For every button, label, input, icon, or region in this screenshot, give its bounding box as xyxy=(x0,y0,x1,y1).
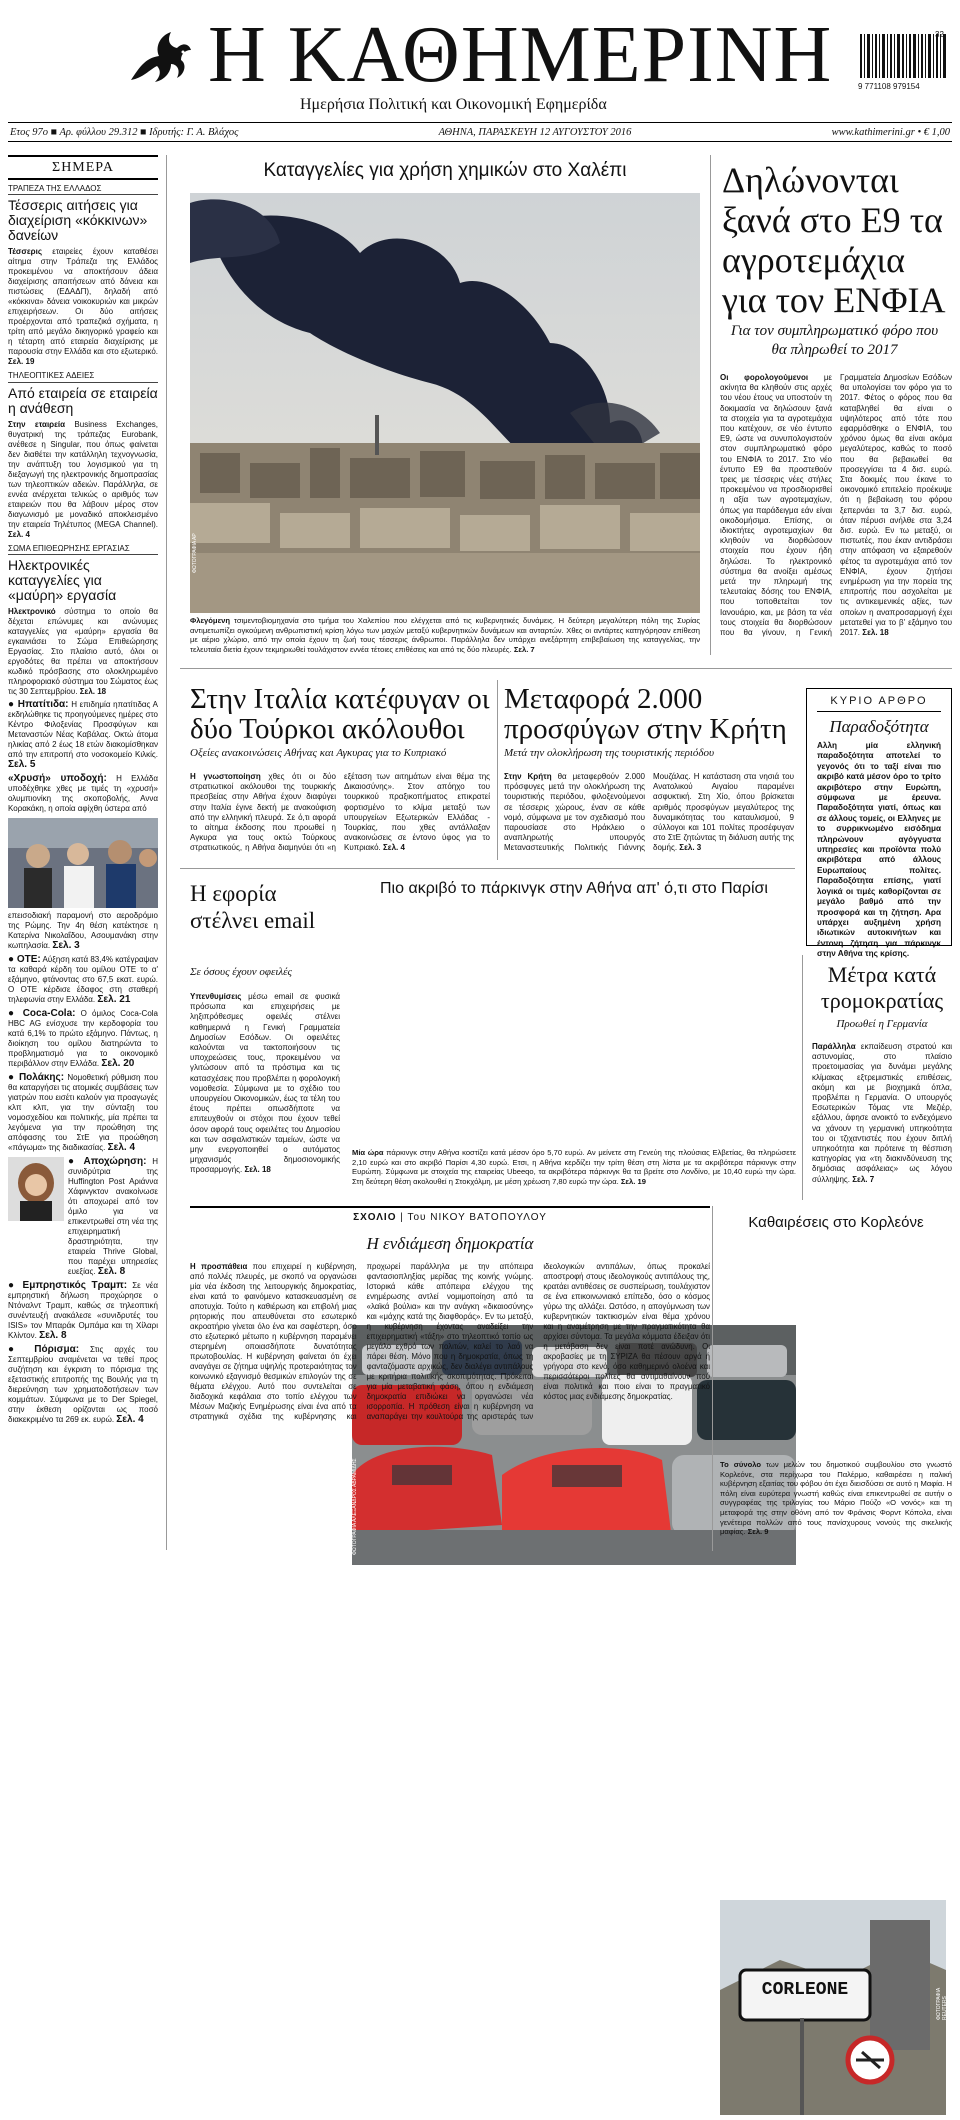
parking-caption: Μία ώρα πάρκινγκ στην Αθήνα κοστίζει κατά μέσον όρο 5,70 ευρώ. Αν μείνετε στη Γενεύη της πλούσιας Ελβετίας, θα πληρώσετε 2,10 ευρώ και στο ακριβό Παρίσι 4,30 ευρώ. Ετσι, η Αθήνα κερδίζει την τρίτη θέση στη λίστα με τα ακριβότερα πάρκινγκ στην Ευρώπη. Σύμφωνα με στοιχεία της εταιρείας Ubeeqo, τα ακριβότερα πάρκινγκ θα τα βρείτε στο Λονδίνο, με 10,40 ευρώ την ώρα. Στη δεύτερη θέση ακολουθεί η Στοκχόλμη, με μέση χρέωση 7,80 ευρώ την ώρα. Σελ. 19 xyxy=(352,1148,796,1186)
terror-deck: Προωθεί η Γερμανία xyxy=(836,1018,928,1030)
kathimerini-logo-icon xyxy=(125,28,195,92)
aleppo-caption: Φλεγόμενη τσιμεντοβιομηχανία στο τμήμα του Χαλεπίου που ελέγχεται από τις κυβερνητικές δυνάμεις. Η δεύτερη μεγαλύτερη πόλη της Συρίας αντιμετωπίζει ογκούμενη ανθρωπιστική κρίση λόγω των μαχών μεταξύ κυβερνητικών δυνάμεων και ανταρτών. Χθες οι αντάρτες κατηγόρησαν επίθεση με αέριο χλώριο, από την οποία έχουν τη ζωή τους τέσσερις άνθρωποι. Παράλληλα δεν υπάρχει ανεξάρτητη επιβεβαίωση της καταγγελίας, την τελευταία διετία έχουν τεκμηριωθεί τουλάχιστον εννέα τέτοιες επιθέσεις και από τις δύο πλευρές. Σελ. 7 xyxy=(190,616,700,654)
section-divider xyxy=(180,868,795,869)
brief-body: Στην εταιρεία Business Exchanges, θυγατρική της τράπεζας Eurobank, ανέθεσε η Singular, που όπως φαίνεται δεν διαθέτει την κατάλληλη τεχνογνωσία, την ανάπτυξη του λογισμικού για τη διεξαγωγή της ηλεκτρονικής δημοπρασίας των τηλεοπτικών αδειών. Παράλληλα, σε εννέα ανέρχεται τελικώς ο αριθμός των εταιρειών που θα λάβουν μέρος στον διαγωνισμό με μοναδικό αποκλεισμένο την εταιρεία Τηλέτυπος (MEGA Channel). Σελ. 4 xyxy=(8,419,158,539)
portrait-image-icon xyxy=(8,1157,64,1221)
editorial-title[interactable]: Παραδοξότητα xyxy=(829,717,929,736)
comment-body: Η προσπάθεια που επιχειρεί η κυβέρνηση, από πολλές πλευρές, με σκοπό να οργανώσει μία νέα έκδοση της λειτουργικής δημοκρατίας, είναι κατά το φαινόμενο κατασκευασμένη σε αποτυχία. Τούτο η καθιέρωση και επιβολή μιας ρητορικής που απευθύνεται στο εσωτερικό ακροατήριο γίνεται όλο ένα και σαφέστερη, όσο στο εξωτερικό μέτωπο η κυβέρνηση παραμένει στερημένη οποιασδήποτε δυνατότητας πρωτοβουλίας. Η κυβέρνηση φαίνεται ότι έχει αναγάγει σε ζήτημα υψηλής προτεραιότητας τον κοινωνικό εξαγνισμό θεσμικών επιλογών της σε θέματα ελέγχου. Αυτό που συντελείται σε διαδοχικά κεφάλαια στο τοπίο ελέγχου των Μέσων Μαζικής Ενημέρωσης είναι ένα από τα στρατηγικά σχέδια της κυβέρνησης και προχωρεί παράλληλα με την απόπειρα φαντασιοπληξίας μερίδας της κοινής γνώμης. Ιστορικά κάθε απόπειρα ελέγχου της ενημέρωσης αντλεί νομιμοποίηση από τα «λαϊκά βούλια» και την ανάγκη «δικαιοσύνης» και «μάχης κατά της διαφθοράς». Εν τω μεταξύ, η κυβέρνηση έχοντας αναδείξει την επιχειρηματική «τάξη» στο τηλεοπτικό τοπίο ως μεγάλο εχθρό των πολιτών, καλεί το λαό να πάρει θέση. Μόνο που η δημοκρατία, όπως τη φανταζόμαστε αρχικώς, δεν διαλέγει αντιπάλους με κριτήρια πολιτικής σκοπιμότητας. Πρόκειται για μία μεταβατική φάση, όπου η ενδιάμεση δημοκρατία επιδιώκει να οργανώσει νέα ισορροπία. Η πρόθεση είναι η κυβέρνηση να αναπαράγει την κουλτούρα της αριστεράς των ιδεολογικών αντιπάλων, όπως προκαλεί αποστροφή στους ιδεολογικούς αντιπάλους της, κρατάει αντιθέσεις σε συσπείρωση, τουλάχιστον σε ένα επικοινωνιακό επίπεδο, όσο ο κόσμος γύρω της αλλάζει. Ωστόσο, η απογύμνωση των κυβερνητικών τακτικισμών είναι θέμα χρόνου και η αναμέτρηση με την πραγματικότητα θα αρχίσει σύντομα. Τα μεγάλα κόμματα έδειξαν ότι η μετάβαση δεν είναι ποτέ ανώδυνη. Οι ακροβασίες με τη ΣΥΡΙΖΑ θα πέσουν αργά ή γρήγορα στο κενό, όσο καθημερινό ολοένα και περισσότεροι πολίτες θα αντιμαθαίνουν πού είναι πολιτικά και ποιο είναι το πραγματικό κόστος μιας ενδιάμεσης δημοκρατίας. xyxy=(190,1262,710,1421)
comment-label-bar: ΣΧΟΛΙΟ | Του ΝΙΚΟΥ ΒΑΤΟΠΟΥΛΟΥ xyxy=(190,1206,710,1223)
eforia-body: Υπενθυμίσεις μέσω email σε φυσικά πρόσωπα και επιχειρήσεις με ληξιπρόθεσμες οφειλές στέλνει καθημερινά η Γενική Γραμματεία Δημοσίων Εσόδων. Οι οφειλέτες καλούνται να τακτοποιήσουν τις υποχρεώσεις τους, προκειμένου να γλιτώσουν από τα πρόστιμα και τις κατασχέσεις που προβλέπει η φορολογική νομοθεσία. Σύμφωνα με το σχέδιο του υπουργείου Οικονομικών, έως τα τέλη του έτους πρέπει οπωσδήποτε να επιτευχθούν οι στόχοι που έχουν τεθεί όσον αφορά τους οφειλέτες του Δημοσίου και των ασφαλιστικών ταμείων, ώστε να μην ενεργοποιηθεί ο αυτόματος μηχανισμός δημοσιονομικής προσαρμογής. Σελ. 18 xyxy=(190,992,340,1175)
brief-headline[interactable]: Τέσσερις αιτήσεις για διαχείριση «κόκκινων» δανείων xyxy=(8,197,148,244)
barcode-digits: 9 771108 979154 xyxy=(858,82,920,91)
corleone-photo xyxy=(720,1900,946,2115)
year-label: Ετος 97ο xyxy=(10,126,49,138)
eforia-headline[interactable]: Η εφορία στέλνει email xyxy=(190,881,316,933)
editorial-body: Αλλη μία ελληνική παραδοξότητα αποτελεί το γεγονός ότι το ταξί είναι πιο ακριβό κατά μέσον όρο το τρίτο ακριβότερο στην Ευρώπη, σύμφωνα με έρευνα. Παραδοξότητα γιατί, όπως και σε άλλους τομείς, οι Ελληνες με το συρρικνωμένο εισόδημα πληρώνουν αγόγγυστα υπηρεσίες και προϊόντα πολύ ακριβότερα από άλλους Ευρωπαίους πολίτες. Παραδοξότητα επίσης, γιατί λογικά οι τιμές καθορίζονται σε μεγάλο βαθμό από την προσφορά και τη ζήτηση. Αρα υπάρχει αυξημένη χρήση ιδιωτικών αυτοκινήτων και έντονη ζήτηση για πάρκινγκ στην Αθήνα της κρίσης. xyxy=(817,741,941,959)
turks-body: Η γνωστοποίηση χθες ότι οι δύο στρατιωτικοί ακόλουθοι της τουρκικής πρεσβείας στην Αθήνα έχουν διαφύγει στην Ιταλία έγινε δεκτή με ανακούφιση από την ελληνική πλευρά. Σε ό,τι αφορά το αίτημα έκδοσης που προωθεί η Αγκυρα για τους οκτώ Τούρκους στρατιωτικούς, η Αθήνα διαμηνύει ότι «η εξέταση των αιτημάτων είναι θέμα της Δικαιοσύνης». Στον απόηχο του τουρκικού πραξικοπήματος επικρατεί φορτισμένο το κλίμα μεταξύ των υπουργείων Εξωτερικών Ελλάδας - Τουρκίας, που χθες αντάλλαξαν ανακοινώσεις σε έντονο ύφος για το Κυπριακό. Σελ. 4 xyxy=(190,772,490,853)
comment-author: Του ΝΙΚΟΥ ΒΑΤΟΠΟΥΛΟΥ xyxy=(407,1212,547,1223)
corleone-caption: Το σύνολο των μελών του δημοτικού συμβουλίου στο γνωστό Κορλεόνε, στα περίχωρα του Παλέρμο, καθαιρέσει η ιταλική κυβέρνηση εξαιτίας του φόβου ότι έχει διεισδύσει σε αυτό η Μαφία. Η πόλη είναι ευρύτερα γνωστή καθώς είναι επικεντρωθεί σε αυτήν ο συγγραφέας της τριλογίας του Μάριο Πούζο «Ο νονός» και τη μεταφορά της στην οθόνη από τον Φράνσις Φορντ Κόπολα, είναι γενέτειρα πολλών από τους πανίσχυρους νονούς της σικελικής μαφίας. Σελ. 9 xyxy=(720,1460,952,1537)
enfia-deck: Για τον συμπληρωματικό φόρο που θα πληρωθεί το 2017 xyxy=(730,323,939,358)
comment-title[interactable]: Η ενδιάμεση δημοκρατία xyxy=(366,1234,534,1253)
brief-kicker: ΤΡΑΠΕΖΑ ΤΗΣ ΕΛΛΑΔΟΣ xyxy=(8,184,158,196)
brief-body: Ηλεκτρονικό σύστημα το οποίο θα δέχεται επώνυμες και ανώνυμες καταγγελίες για «μαύρη» εργασία θα εγκαινιάσει το Σώμα Επιθεώρησης Εργασίας. Στο πλαίσιο αυτό, όλοι οι εργοδότες θα πρέπει να αποκτήσουν κωδικό πρόσβασης στο ολοκληρωμένο πληροφοριακό σύστημα του Σώματος έως τις 30 Σεπτεμβρίου. Σελ. 18 xyxy=(8,607,158,697)
issue-date: ΑΘΗΝΑ, ΠΑΡΑΣΚΕΥΗ 12 ΑΥΓΟΥΣΤΟΥ 2016 xyxy=(438,126,632,138)
eforia-deck: Σε όσους έχουν οφειλές xyxy=(190,966,292,978)
brief-item-continued: επεισοδιακή παραμονή στο αεροδρόμιο της Ρώμης. Την 4η θέση κατέκτησε η Κατερίνα Νικολαΐδου, Ασουμανάκη στην κωπηλασία. Σελ. 3 xyxy=(8,911,158,952)
founder-label: Ιδρυτής: Γ. Α. Βλάχος xyxy=(149,126,239,138)
editorial-label: ΚΥΡΙΟ ΑΡΘΡΟ xyxy=(817,695,941,712)
page-ref: Σελ. 4 xyxy=(8,529,30,539)
column-divider xyxy=(710,155,711,655)
aleppo-photo xyxy=(190,193,700,613)
brief-item: ● Πόρισμα: Στις αρχές του Σεπτεμβρίου αναμένεται να τεθεί προς συζήτηση και έγκριση το πόρισμα της εξεταστικής επιτροπής της Βουλής για τη διερεύνηση των χρηματοδοτήσεων των κομμάτων. Σύμφωνα με το Der Spiegel, στην έκθεση ορίζονται ως ποσό διακεκριμένο τα 269 εκ. ευρώ. Σελ. 4 xyxy=(8,1344,158,1426)
enfia-headline[interactable]: Δηλώνονται ξανά στο Ε9 τα αγροτεμάχια για τον ΕΝΦΙΑ xyxy=(722,160,946,320)
brief-item: ● Εμπρηστικός Τραμπ: Σε νέα εμπρηστική δήλωση προχώρησε ο Ντόναλντ Τραμπ, καθώς σε τηλεοπτική συνέντευξή ανακάλεσε «συνιδρυτές του ISIS» τον Μπαράκ Ομπάμα και τη Χίλαρι Κλίντον. Σελ. 8 xyxy=(8,1280,158,1342)
editorial-box xyxy=(806,688,952,959)
column-divider xyxy=(497,680,498,860)
website-link[interactable]: www.kathimerini.gr xyxy=(831,126,915,138)
corleone-sign-text: CORLEONE xyxy=(761,1980,849,2000)
column-divider xyxy=(802,955,803,1200)
brief-item: ● Ηπατίτιδα: Η επιδημία ηπατίτιδας Α εκδηλώθηκε τις προηγούμενες ημέρες στο Κέντρο Φιλοξενίας Προσφύγων και Μεταναστών Νέας Καβάλας. Οκτώ άτομα ηλικίας από 2 έως 18 ετών διακομίσθηκαν από την επιτροπή στο νοσοκομείο Κιλκίς. Σελ. 5 xyxy=(8,699,158,771)
brief-body: Τέσσερις εταιρείες έχουν καταθέσει αίτημα στην Τράπεζα της Ελλάδος προκειμένου να αποκτήσουν άδεια διαχείρισης απαιτήσεων από δάνεια και πιστώσεις (ΕΔΑΔΠ), δηλαδή από «κόκκινα» δάνεια νοικοκυριών και μικρών επιχειρήσεων. Οι δύο αιτήσεις προέρχονται από τραπεζικά σχήματα, η τρίτη από μεγάλο δικηγορικό γραφείο και η τέταρτη από εταιρεία διαχείρισης με παρουσία στην Ελλάδα και στο εξωτερικό. Σελ. 19 xyxy=(8,247,158,367)
brief-item: ● ΟΤΕ: Αύξηση κατά 83,4% κατέγραψαν τα καθαρά κέρδη του ομίλου ΟΤΕ το α' εξάμηνο, φτάνοντας στο 67,5 εκατ. ευρώ. Ο ΟΤΕ κέρδισε έδαφος στη σταθερή τηλεφωνία στην Ελλάδα. Σελ. 21 xyxy=(8,954,158,1006)
brief-item: «Χρυσή» υποδοχή: Η Ελλάδα υποδέχθηκε χθες με τιμές τη «χρυσή» ολυμπιονίκη της σκοποβολής, Αννα Κορακάκη, η οποία αφίχθη ύστερα από xyxy=(8,773,159,814)
masthead xyxy=(0,0,960,150)
parking-headline[interactable]: Πιο ακριβό το πάρκινγκ στην Αθήνα απ' ό,τι στο Παρίσι xyxy=(380,880,768,897)
terror-body: Παράλληλα εκπαίδευση στρατού και αστυνομίας, στο πλαίσιο προετοιμασίας για δυνάμει μεγάλης κλίμακας εξτρεμιστικές επιθέσεις, ακόμη και με βιοχημικά όπλα, προβλέπει η Γερμανία. Ο υπουργός Εσωτερικών Τόμας ντε Μεζιέρ, εξάλλου, άφησε ανοικτό το ενδεχόμενο να χάνουν τη γερμανική υπηκοότητα του οι τζιχαντιστές που έχουν διπλή υπηκοότητα και πρότεινε τη θέσπιση κατηγορίας για «τη διακινδύνευση της δημόσιας ασφάλειας» ως λόγου σύλληψης. Σελ. 7 xyxy=(812,1042,952,1184)
aleppo-headline[interactable]: Καταγγελίες για χρήση χημικών στο Χαλέπι xyxy=(263,160,627,181)
column-divider xyxy=(166,155,167,1550)
brief-kicker: ΤΗΛΕΟΠΤΙΚΕΣ ΑΔΕΙΕΣ xyxy=(8,371,158,383)
brief-item: ● Coca-Cola: Ο όμιλος Coca-Cola HBC AG ενίσχυσε την κερδοφορία του κατά 6,1% το πρώτο εξάμηνο. Πάντως, η διοίκηση του ομίλου διατηρώντα το προβληματισμό για το οικονομικό περιβάλλον στην Ελλάδα. Σελ. 20 xyxy=(8,1008,158,1070)
brief-with-portrait xyxy=(8,1157,158,1281)
corleone-headline[interactable]: Καθαιρέσεις στο Κορλεόνε xyxy=(748,1214,924,1231)
terror-headline[interactable]: Μέτρα κατά τρομοκρατίας xyxy=(820,962,944,1013)
sheet-number: Αρ. φύλλου 29.312 xyxy=(59,126,138,138)
page-ref: Σελ. 19 xyxy=(8,357,35,367)
today-header: ΣΗΜΕΡΑ xyxy=(8,155,158,180)
enfia-body: Οι φορολογούμενοι με ακίνητα θα κληθούν στις αρχές του νέου έτους να υποστούν τη δοκιμασία να δηλώσουν ξανά τα στοιχεία για τα αγροτεμάχια που κατέχουν, σε νέο έντυπο Ε9, ώστε να συνυπολογιστούν στον συμπληρωματικό φόρο του ΕΝΦΙΑ το 2017. Στο νέο έντυπο Ε9 θα προστεθούν τρεις με τέσσερις νέες στήλες προκειμένου να προσδιορισθεί η αξία των αγροτεμαχίων, όπως για παράδειγμα εάν είναι οικοδομήσιμα. Επίσης, οι ιδιοκτήτες αγροτεμαχίων θα κληθούν να διορθώσουν στοιχεία που έχουν ήδη δηλώσει. Το ηλεκτρονικό σύστημα θα ανοίξει αμέσως μετά την πληρωμή της τελευταίας δόσης του ΕΝΦΙΑ, που τοποθετείται τον Ιανουάριο, και, με βάση τα νέα τους στοιχεία θα διορθώσουν που θα γίνουν, η Γενική Γραμματεία Δημοσίων Εσόδων θα υπολογίσει τον φόρο για το 2017. Φέτος ο φόρος που θα καταβληθεί θα είναι ο υψηλότερος από τότε που εφαρμόσθηκε ο ΕΝΦΙΑ, του χρόνου όμως θα είναι ακόμα μεγαλύτερος, καθώς το ποσό που θα βεβαιωθεί θα προσεγγίσει τα 4 δισ. ευρώ. Στα δοκιμές που έκανε το οικονομικό επιτελείο προέκυψε ότι η βεβαίωση του φόρου ξεπερνάει τα 3,7 δισ. ευρώ, όταν πέρυσι ανήλθε στα 3,24 δισ. ευρώ. Εν τω μεταξύ, οι πιστωτές, που έκαν αντιδράσει στην απόφαση να εξαιρεθούν φέτος τα αγροτεμάχια από τον ΕΝΦΙΑ, έχουν ζητήσει ενημέρωση για την πορεία της επιτροπής που ασχολείται με τις αντικειμενικές αξίες, των οποίων η αναπροσαρμογή έχει μετατεθεί για το β' εξάμηνο του 2017. Σελ. 18 xyxy=(720,373,952,638)
photo-credit: ΦΩΤΟΓΡΑΦΙΑ REUTERS xyxy=(936,1988,948,2020)
turks-headline[interactable]: Στην Ιταλία κατέφυγαν οι δύο Τούρκοι ακόλουθοι xyxy=(190,683,490,745)
price-label: € 1,00 xyxy=(923,126,950,138)
issue-info-line: Ετος 97ο ■ Αρ. φύλλου 29.312 ■ Ιδρυτής: Γ. Α. Βλάχος ΑΘΗΝΑ, ΠΑΡΑΣΚΕΥΗ 12 ΑΥΓΟΥΣΤΟΥ 2016 www.kathimerini.gr • € 1,00 xyxy=(8,122,952,142)
crete-body: Στην Κρήτη θα μεταφερθούν 2.000 πρόσφυγες μετά την ολοκλήρωση της τουριστικής περιόδου, φιλοξενούμενοι σε τέσσερις χώρους, έναν σε κάθε νομό, σύμφωνα με τον σχεδιασμό που παρουσίασε στο Ηράκλειο ο αναπληρωτής υπουργός Μεταναστευτικής Πολιτικής Γιάννης Μουζάλας. Η κατάσταση στα νησιά του Ανατολικού Αιγαίου παραμένει ασφυκτική. Στη Χίο, όπου βρίσκεται αριθμός προσφύγων μεγαλύτερος της δυναμικότητας του καταυλισμού, 9 σύλλογοι και 101 πολίτες προσέφυγαν στο ΣτΕ ζητώντας τη διάλυση αυτής της δομής. Σελ. 3 xyxy=(504,772,794,853)
smoke-city-image-icon xyxy=(190,193,700,613)
brief-headline[interactable]: Ηλεκτρονικές καταγγελίες για «μαύρη» εργασία xyxy=(8,557,117,604)
olympian-photo xyxy=(8,818,158,908)
column-divider xyxy=(712,1206,713,1551)
brief-item: ● Πολάκης: Νομοθετική ρύθμιση που θα καταργήσει τις ατομικές συμβάσεις των γιατρών που εισέτι καλούν για προαγωγές κλπ κλπ, για την σύνταξη του νομοσχεδίου και πολιτικής, μία πρέπει τα λεγόμενα για την προώθηση της απόφασης του ΣτΕ για προώθηση «πάγωμα» της διαδικασίας. Σελ. 4 xyxy=(8,1072,158,1154)
photo-credit: ΦΩΤΟΓΡΑΦΙΑ ΑP xyxy=(192,533,198,573)
turks-deck: Οξείες ανακοινώσεις Αθήνας και Αγκυρας για το Κυπριακό xyxy=(190,747,447,759)
page-ref: Σελ. 18 xyxy=(79,687,107,697)
brief-item: ● Αποχώρηση: Η συνιδρύτρια της Huffington Post Αριάννα Χάφινγκτον ανακοίνωσε ότι αποχωρεί από τον όμιλο για να επικεντρωθεί στη νέα της επιχειρηματική δραστηριότητα, την εταιρεία Thrive Global, που παρέχει υπηρεσίες ευεξίας. Σελ. 8 xyxy=(68,1156,158,1278)
section-divider xyxy=(180,668,952,669)
issue-label: 32 xyxy=(935,30,944,39)
road-sign-image-icon xyxy=(720,1900,946,2115)
crete-deck: Μετά την ολοκλήρωση της τουριστικής περιόδου xyxy=(504,747,715,759)
brief-headline[interactable]: Από εταιρεία σε εταιρεία η ανάθεση xyxy=(8,384,158,416)
comment-label: ΣΧΟΛΙΟ xyxy=(353,1212,397,1223)
brief-kicker: ΣΩΜΑ ΕΠΙΘΕΩΡΗΣΗΣ ΕΡΓΑΣΙΑΣ xyxy=(8,544,158,556)
crete-headline[interactable]: Μεταφορά 2.000 προσφύγων στην Κρήτη xyxy=(504,683,787,745)
newspaper-title: Η ΚΑΘΗΜΕΡΙΝΗ xyxy=(208,11,833,99)
photo-credit: ΦΩΤΟΓΡΑΦΙΑ ΑΛΕΞΑΝΔΡΟΣ ΑΒΡΑΜΙΔΗΣ xyxy=(352,1458,358,1555)
left-briefs-column xyxy=(8,155,158,1429)
newspaper-subtitle: Ημερήσια Πολιτική και Οικονομική Εφημερίδα xyxy=(300,96,607,113)
crowd-image-icon xyxy=(8,818,158,908)
